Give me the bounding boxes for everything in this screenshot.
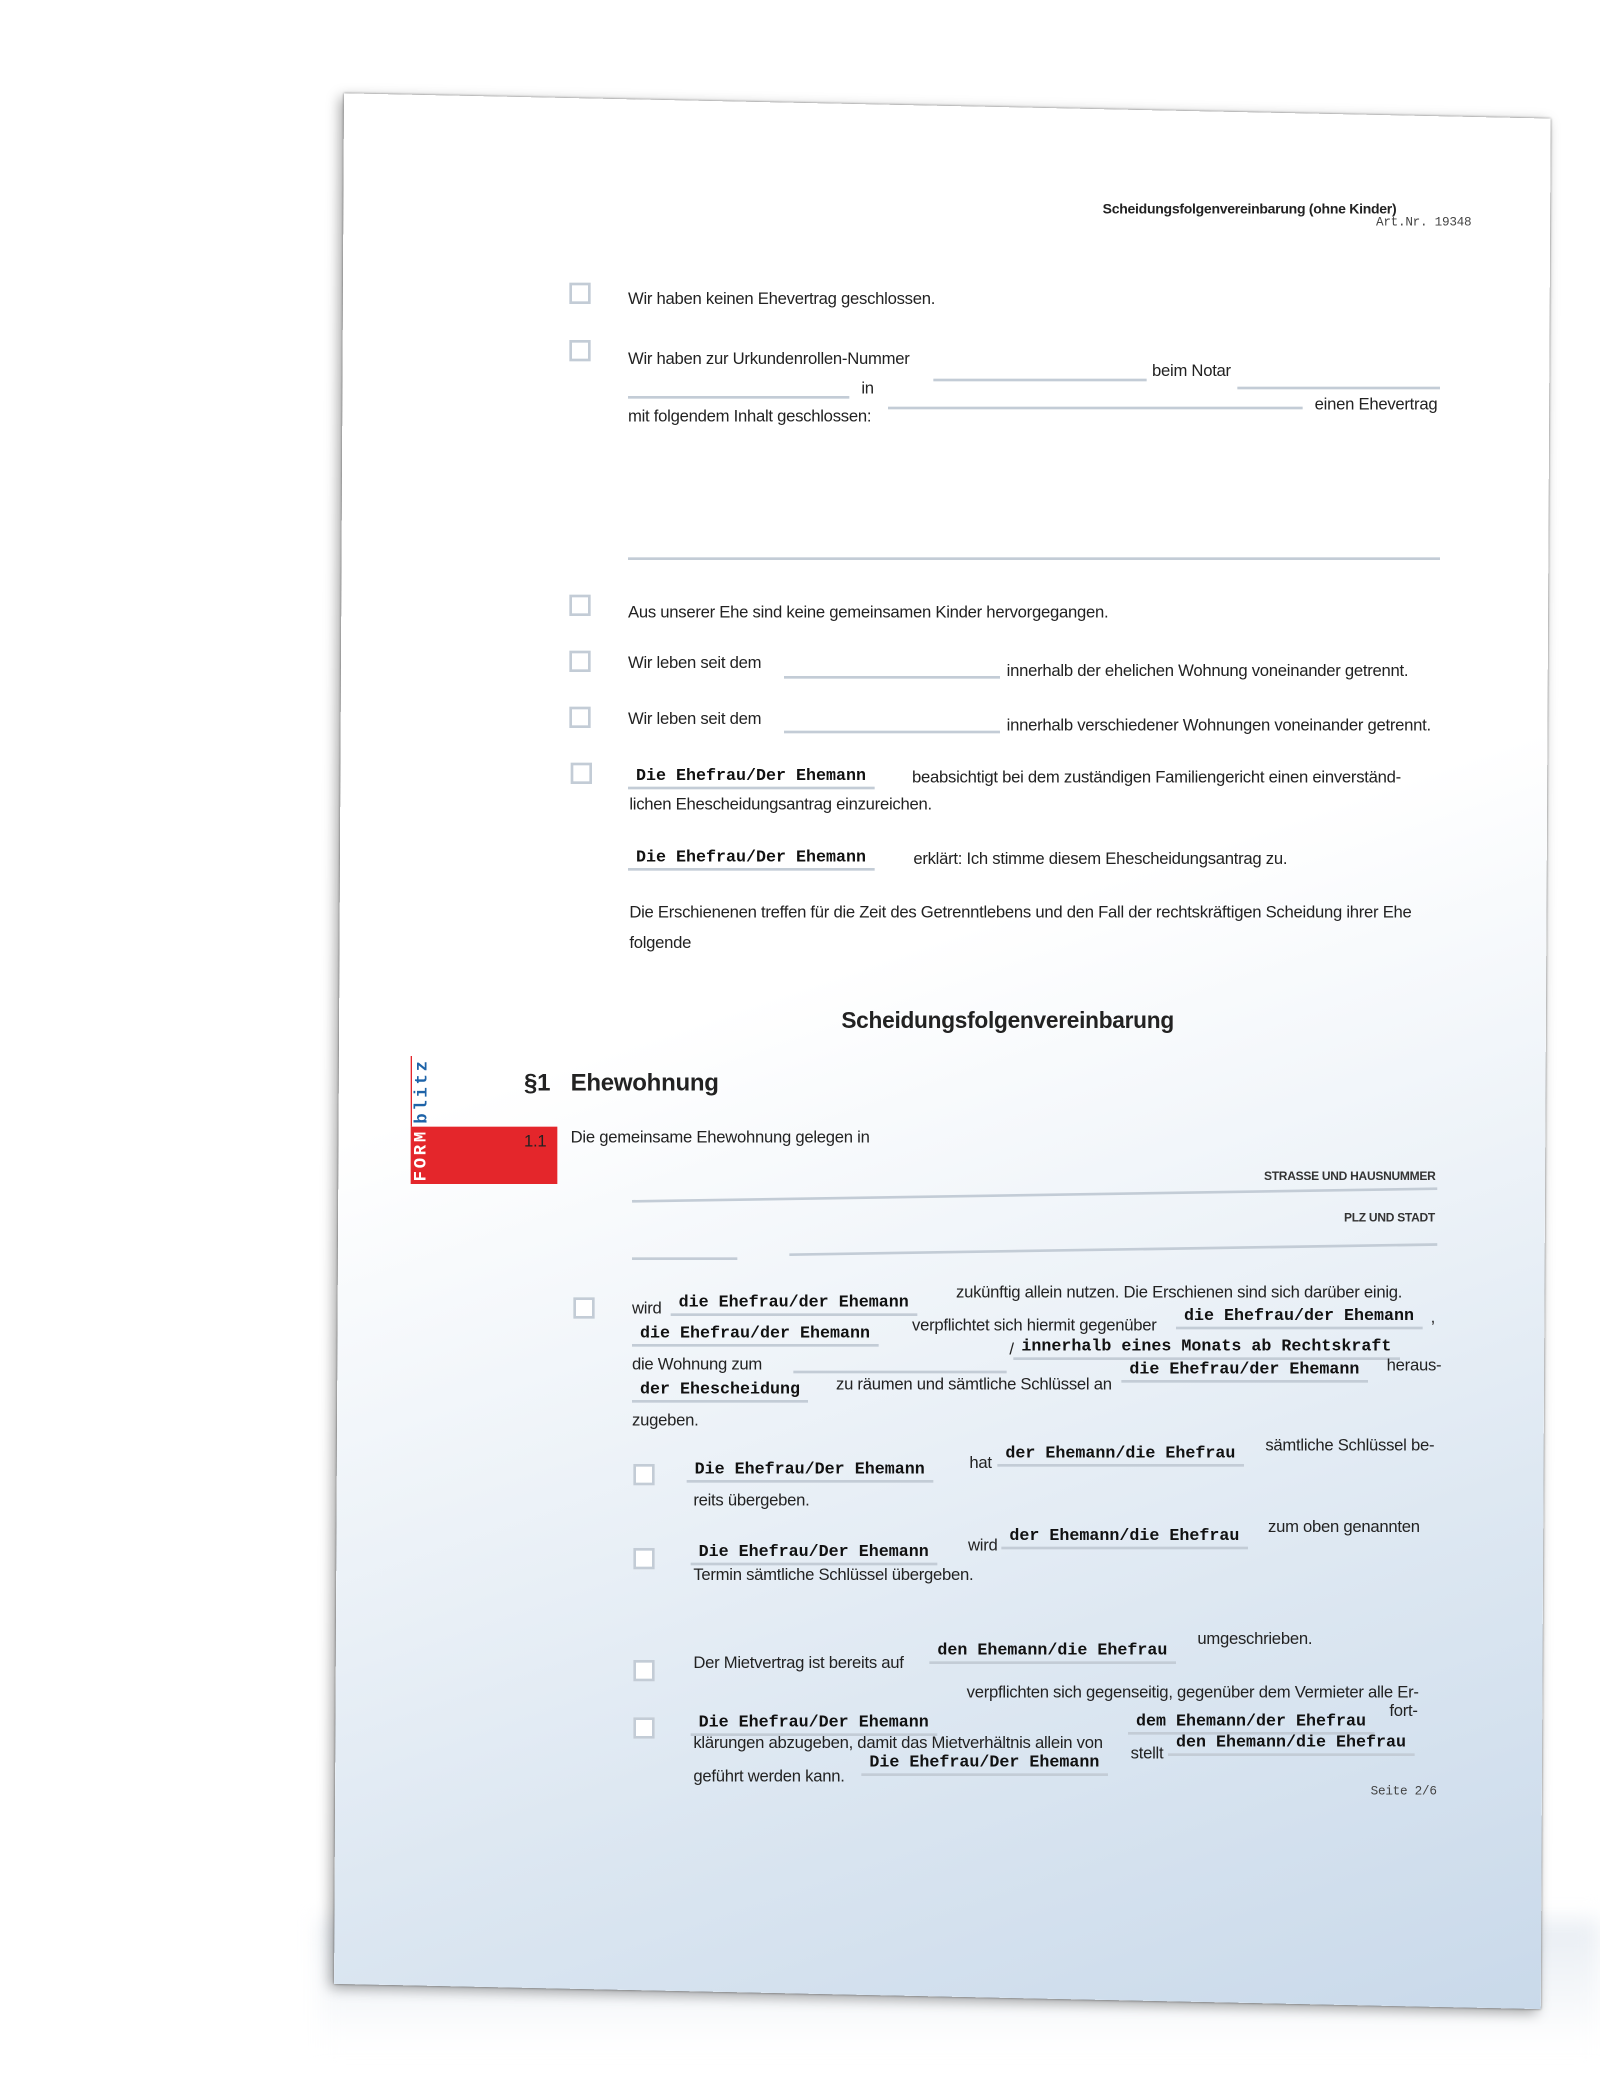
checkbox-petition[interactable]	[571, 763, 592, 784]
ehevertrag-label: einen Ehevertrag	[1314, 394, 1438, 414]
keys-will-text: zum oben genannten	[1267, 1517, 1420, 1536]
keys-will-text-2: Termin sämtliche Schlüssel übergeben.	[693, 1565, 974, 1584]
obligation-text-3: fort-	[1389, 1701, 1418, 1720]
notary-field-cont[interactable]	[628, 396, 849, 399]
section-title: Scheidungsfolgenvereinbarung	[841, 1007, 1174, 1034]
in-label: in	[861, 378, 874, 398]
petitioner-field[interactable]: Die Ehefrau/Der Ehemann	[628, 767, 874, 790]
paragraph-title: Ehewohnung	[570, 1069, 719, 1096]
no-children-label: Aus unserer Ehe sind keine gemeinsamen Kinder hervorgegangen.	[627, 602, 1109, 622]
slash: /	[1009, 1339, 1014, 1359]
no-contract-label: Wir haben keinen Ehevertrag geschlossen.	[627, 289, 936, 308]
keys-handover-text: zu räumen und sämtliche Schlüssel an	[835, 1374, 1112, 1394]
separated-since-label: Wir leben seit dem	[627, 653, 762, 672]
checkbox-same-flat[interactable]	[569, 651, 590, 672]
checkbox-no-children[interactable]	[569, 595, 590, 616]
keys-given-text-2: reits übergeben.	[693, 1490, 810, 1510]
obligation-text: verpflichtet sich hiermit gegenüber	[911, 1315, 1157, 1335]
checkbox-sole-use[interactable]	[573, 1297, 594, 1318]
hat-text: hat	[969, 1453, 992, 1472]
wird-text: wird	[631, 1298, 662, 1318]
notar-label: beim Notar	[1151, 361, 1231, 380]
notary-field[interactable]	[1237, 387, 1440, 390]
keys-receiver-field-2[interactable]: der Ehemann/die Ehefrau	[1001, 1527, 1247, 1550]
zugeben-text: zugeben.	[631, 1410, 699, 1430]
same-flat-label: innerhalb der ehelichen Wohnung voneinander getrennt.	[1006, 661, 1409, 680]
checkbox-no-contract[interactable]	[569, 283, 590, 304]
keys-recipient-field[interactable]: die Ehefrau/der Ehemann	[1121, 1360, 1367, 1383]
consent-text: erklärt: Ich stimme diesem Ehescheidungsantrag zu.	[913, 849, 1288, 868]
stellt-text: stellt	[1130, 1743, 1164, 1763]
separation-date-field-2[interactable]	[784, 731, 1000, 734]
obligation-text-4: geführt werden kann.	[693, 1766, 845, 1786]
lease-text: Der Mietvertrag ist bereits auf	[693, 1653, 904, 1672]
checkbox-lease[interactable]	[633, 1660, 654, 1681]
obligated-parties-field[interactable]: Die Ehefrau/Der Ehemann	[691, 1713, 937, 1736]
logo-blitz: blitz	[411, 1056, 558, 1127]
user-field[interactable]: die Ehefrau/der Ehemann	[671, 1293, 917, 1316]
intro-text-2: folgende	[629, 933, 692, 952]
obligated-party-field[interactable]: die Ehefrau/der Ehemann	[632, 1324, 878, 1347]
checkbox-keys-will[interactable]	[633, 1548, 654, 1569]
checkbox-contract[interactable]	[569, 340, 590, 361]
checkbox-obligation[interactable]	[633, 1717, 654, 1738]
petition-text: beabsichtigt bei dem zuständigen Familiengericht einen einverständ-	[911, 767, 1401, 787]
place-field[interactable]	[888, 407, 1303, 410]
deed-number-field[interactable]	[933, 379, 1146, 382]
intro-text: Die Erschienenen treffen für die Zeit des Getrenntlebens und den Fall der rechtskräftigen Scheidung ihrer Ehe	[629, 902, 1412, 922]
lease-text-2: umgeschrieben.	[1197, 1629, 1313, 1648]
consenting-party-field[interactable]: Die Ehefrau/Der Ehemann	[628, 848, 874, 871]
item-number: 1.1	[523, 1131, 547, 1151]
article-number: Art.Nr. 19348	[1375, 214, 1472, 230]
releasing-party-field[interactable]: Die Ehefrau/Der Ehemann	[861, 1753, 1107, 1776]
counterparty-field[interactable]: die Ehefrau/der Ehemann	[1176, 1307, 1422, 1330]
separated-since-label-2: Wir leben seit dem	[627, 709, 762, 728]
obligation-text-1: verpflichten sich gegenseitig, gegenüber dem Vermieter alle Er-	[966, 1682, 1419, 1702]
lease-holder-field[interactable]: den Ehemann/die Ehefrau	[929, 1641, 1175, 1664]
contract-content-field[interactable]	[628, 557, 1440, 560]
checkbox-different-flats[interactable]	[569, 707, 590, 728]
sole-use-text: zukünftig allein nutzen. Die Erschienen sind sich darüber einig.	[955, 1282, 1403, 1302]
city-label: PLZ UND STADT	[1343, 1210, 1435, 1224]
tenant-field[interactable]: dem Ehemann/der Ehefrau	[1128, 1712, 1374, 1735]
released-party-field[interactable]: den Ehemann/die Ehefrau	[1168, 1733, 1414, 1756]
wird-text-2: wird	[967, 1535, 998, 1555]
keys-giver-field[interactable]: Die Ehefrau/Der Ehemann	[687, 1460, 933, 1483]
zip-field[interactable]	[632, 1257, 737, 1260]
checkbox-keys-given[interactable]	[633, 1464, 654, 1485]
vacate-date-field[interactable]	[793, 1371, 1006, 1374]
keys-given-text: sämtliche Schlüssel be-	[1265, 1435, 1435, 1455]
content-label: mit folgendem Inhalt geschlossen:	[627, 406, 872, 426]
vacate-date-text: die Wohnung zum	[631, 1354, 763, 1374]
item-text: Die gemeinsame Ehewohnung gelegen in	[570, 1127, 870, 1147]
vacate-deadline-field[interactable]: innerhalb eines Monats ab Rechtskraft	[1013, 1337, 1399, 1360]
different-flats-label: innerhalb verschiedener Wohnungen voneinander getrennt.	[1006, 715, 1431, 735]
petition-text-2: lichen Ehescheidungsantrag einzureichen.	[629, 794, 932, 814]
logo-form: FORM	[411, 1126, 558, 1184]
page-number: Seite 2/6	[1370, 1783, 1437, 1799]
keys-giver-field-2[interactable]: Die Ehefrau/Der Ehemann	[691, 1543, 937, 1566]
keys-receiver-field[interactable]: der Ehemann/die Ehefrau	[997, 1444, 1243, 1467]
contract-label: Wir haben zur Urkundenrollen-Nummer	[627, 349, 910, 368]
street-label: STRASSE UND HAUSNUMMER	[1263, 1169, 1436, 1183]
divorce-field[interactable]: der Ehescheidung	[632, 1380, 808, 1403]
paragraph-number: §1	[523, 1069, 551, 1096]
document-title: Scheidungsfolgenvereinbarung (ohne Kinder)	[1102, 201, 1397, 218]
heraus-text: heraus-	[1386, 1355, 1442, 1375]
separation-date-field[interactable]	[784, 676, 1000, 679]
obligation-text-2: klärungen abzugeben, damit das Mietverhältnis allein von	[693, 1733, 1103, 1752]
comma: ,	[1430, 1307, 1436, 1327]
